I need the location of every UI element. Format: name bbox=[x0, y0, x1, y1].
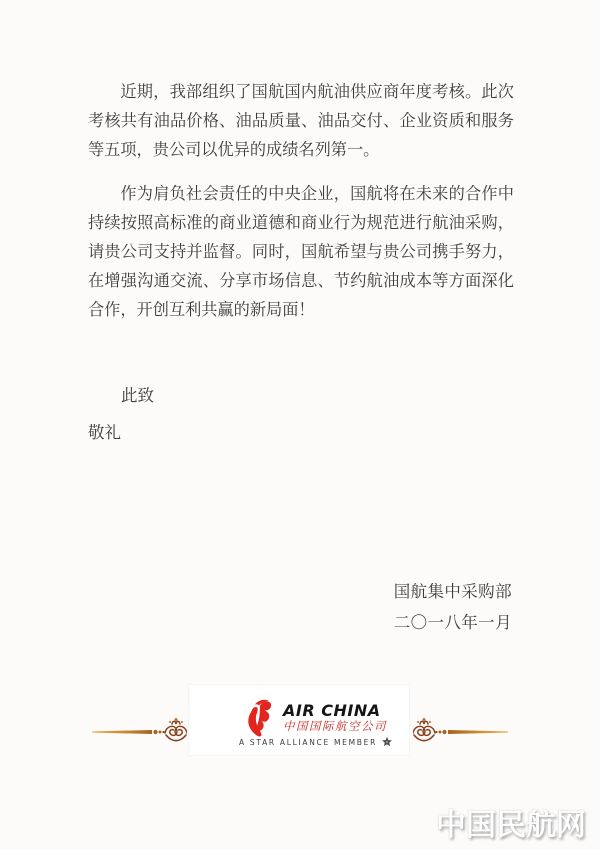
flourish-left-icon bbox=[92, 714, 187, 750]
air-china-wordmark: AIR CHINA bbox=[283, 701, 381, 720]
letter-body bbox=[88, 77, 514, 339]
air-china-logo bbox=[188, 684, 410, 756]
closing-cizhi: 此致 bbox=[121, 386, 154, 405]
air-china-chinese-name: 中国国际航空公司 bbox=[283, 719, 387, 733]
paragraph-assessment: 近期，我部组织了国航国内航油供应商年度考核。此次考核共有油品价格、油品质量、油品交付、企业资质和服务等五项，贵公司以优异的成绩名列第一。 bbox=[88, 82, 514, 159]
watermark-caacnews: 中国民航网 bbox=[436, 808, 586, 843]
salutation-jingli: 敬礼 bbox=[88, 423, 121, 442]
star-alliance-label: A STAR ALLIANCE MEMBER bbox=[239, 737, 377, 747]
star-alliance-line bbox=[239, 736, 393, 748]
signer-name: 国航集中采购部 bbox=[393, 582, 512, 601]
signature-date: 二〇一八年一月 bbox=[393, 613, 512, 632]
flourish-right-icon bbox=[413, 714, 508, 750]
paragraph-cooperation: 作为肩负社会责任的中央企业，国航将在未来的合作中持续按照高标准的商业道德和商业行为规范进行航油采购，请贵公司支持并监督。同时，国航希望与贵公司携手努力，在增强沟通交流、分享市场信息、节约航油成本等方面深化合作，开创互利共赢的新局面！ bbox=[88, 184, 514, 319]
star-alliance-icon bbox=[381, 736, 393, 748]
air-china-phoenix-icon bbox=[243, 698, 274, 740]
signature-block bbox=[88, 576, 512, 638]
